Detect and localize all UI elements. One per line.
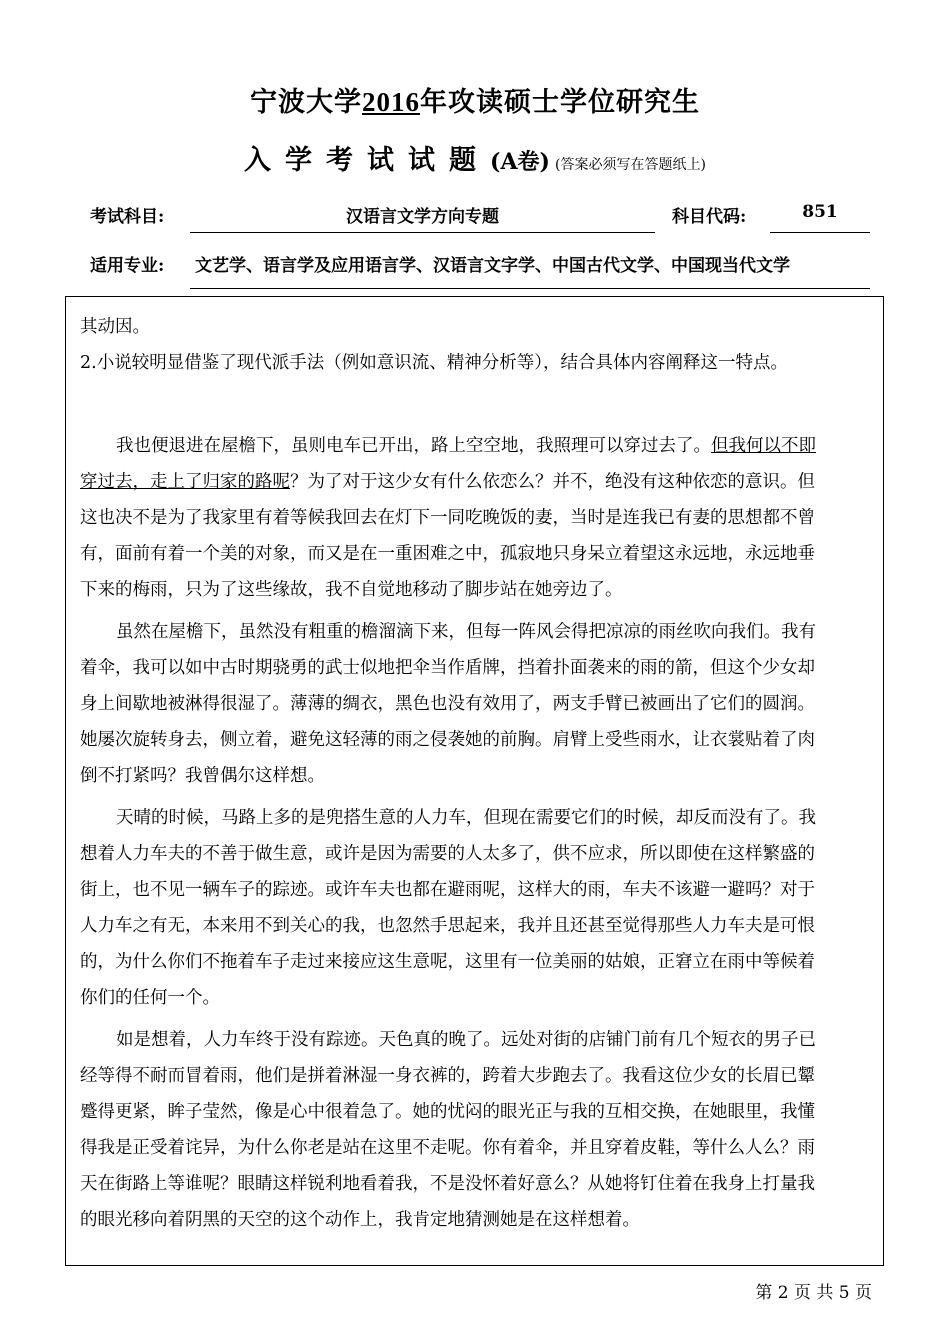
major-label: 适用专业: [90,256,165,276]
code-underline [770,232,870,233]
paragraph-2-line: 着伞，我可以如中古时期骁勇的武士似地把伞当作盾牌，挡着扑面袭来的雨的箭，但这个少女却 [80,658,815,678]
subject-label: 考试科目: [90,207,165,227]
paragraph-2-line: 她屡次旋转身去，侧立着，避免这轻薄的雨之侵袭她的前胸。肩臂上受些雨水，让衣裳贴着了肉 [80,730,815,750]
page-number: 第 2 页 共 5 页 [755,1283,872,1303]
question-2: 2.小说较明显借鉴了现代派手法（例如意识流、精神分析等），结合具体内容阐释这一特点。 [80,353,788,373]
paper-label: (A卷) [490,149,550,175]
paragraph-1-line: 有，面前有着一个美的对象，而又是在一重困难之中，孤寂地只身呆立着望这永远地，永远地垂 [80,544,815,564]
paragraph-3-line: 想着人力车夫的不善于做生意，或许是因为需要的人太多了，供不应求，所以即使在这样繁盛的 [80,844,815,864]
paragraph-4-line: 得我是正受着诧异，为什么你老是站在这里不走呢。你有着伞，并且穿着皮鞋，等什么人么？雨 [80,1138,815,1158]
paragraph-2-line: 身上间歇地被淋得很湿了。薄薄的绸衣，黑色也没有效用了，两支手臂已被画出了它们的圆润。 [80,694,815,714]
paragraph-1-line [116,432,816,457]
text-line: 其动因。 [80,317,150,337]
exam-title [0,138,950,177]
code-label: 科目代码: [672,207,747,227]
paragraph-4-line: 如是想着，人力车终于没有踪迹。天色真的晚了。远处对街的店铺门前有几个短衣的男子已 [116,1030,816,1050]
paragraph-4-line: 经等得不耐而冒着雨，他们是拼着淋湿一身衣裤的，跨着大步跑去了。我看这位少女的长眉已颦 [80,1066,815,1086]
paragraph-1-line: 这也决不是为了我家里有着等候我回去在灯下一同吃晚饭的妻，当时是连我已有妻的思想都不曾 [80,508,815,528]
paragraph-3-line: 你们的任何一个。 [80,988,220,1008]
subject-value: 汉语言文学方向专题 [346,207,499,227]
paragraph-1-line [80,468,815,493]
exam-title-text: 入学考试试题 [244,145,491,176]
page-title [0,80,950,119]
paragraph-3-line: 人力车之有无，本来用不到关心的我，也忽然手思起来，我并且还甚至觉得那些人力车夫是可恨 [80,916,815,936]
p1-underlined: 但我何以不即 [711,436,816,456]
paragraph-4-line: 的眼光移向着阴黑的天空的这个动作上，我肯定地猜测她是在这样想着。 [80,1210,640,1230]
major-value: 文艺学、语言学及应用语言学、汉语言文字学、中国古代文学、中国现当代文学 [195,256,790,276]
paragraph-4-line: 天在街路上等谁呢？眼睛这样锐利地看着我，不是没怀着好意么？从她将钉住着在我身上打量我 [80,1174,815,1194]
title-prefix: 宁波大学 [250,87,362,118]
paragraph-4-line: 蹙得更紧，眸子莹然，像是心中很着急了。她的忧闷的眼光正与我的互相交换，在她眼里，我懂 [80,1102,815,1122]
p1-text: ？为了对于这少女有什么依恋么？并不，绝没有这种依恋的意识。但 [290,472,815,492]
paragraph-2-line: 虽然在屋檐下，虽然没有粗重的檐溜滴下来，但每一阵风会得把凉凉的雨丝吹向我们。我有 [116,622,816,642]
p1-underlined: 穿过去，走上了归家的路呢 [80,472,290,492]
answer-note: (答案必须写在答题纸上) [555,157,706,173]
major-underline [190,288,870,289]
paragraph-3-line: 的，为什么你们不拖着车子走过来接应这生意呢，这里有一位美丽的姑娘，正窘立在雨中等候着 [80,952,815,972]
code-value: 851 [802,202,838,222]
p1-text: 我也便退进在屋檐下，虽则电车已开出，路上空空地，我照理可以穿过去了。 [116,436,711,456]
subject-underline [190,232,655,233]
paragraph-2-line: 倒不打紧吗？我曾偶尔这样想。 [80,766,325,786]
paragraph-3-line: 天晴的时候，马路上多的是兜搭生意的人力车，但现在需要它们的时候，却反而没有了。我 [116,808,816,828]
paragraph-1-line: 下来的梅雨，只为了这些缘故，我不自觉地移动了脚步站在她旁边了。 [80,580,623,600]
title-year: 2016 [362,87,420,117]
paragraph-3-line: 街上，也不见一辆车子的踪迹。或许车夫也都在避雨呢，这样大的雨，车夫不该避一避吗？对于 [80,880,815,900]
title-suffix: 年攻读硕士学位研究生 [420,87,700,118]
